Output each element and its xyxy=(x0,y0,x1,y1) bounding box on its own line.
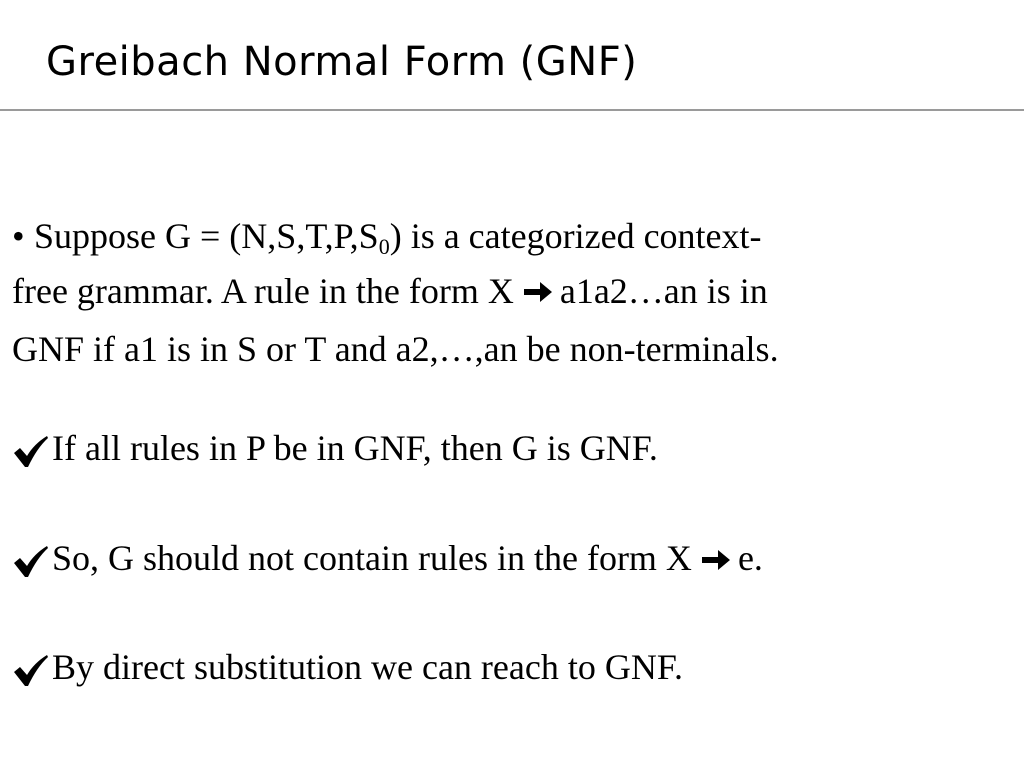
checkmark-icon xyxy=(12,653,52,689)
checkmark-icon xyxy=(12,434,52,470)
bullet-line-2-text-a: free grammar. A rule in the form X xyxy=(12,271,514,311)
bullet-paragraph xyxy=(12,209,1017,377)
checkmark-icon xyxy=(12,544,52,580)
bullet-marker: • xyxy=(12,216,25,256)
right-arrow-icon xyxy=(700,540,732,584)
slide-title: Greibach Normal Form (GNF) xyxy=(46,39,638,85)
bullet-line-2-text-b: a1a2…an is in xyxy=(559,271,768,311)
right-arrow-icon xyxy=(522,267,554,322)
check-item-1 xyxy=(12,426,1012,470)
bullet-line-2 xyxy=(12,264,1017,322)
check-item-2-text-a: So, G should not contain rules in the form X xyxy=(52,538,692,578)
bullet-line-1-text-a: Suppose G = (N,S,T,P,S xyxy=(34,216,379,256)
check-item-3-text: By direct substitution we can reach to GNF. xyxy=(52,647,683,687)
check-item-2-text-b: e. xyxy=(737,538,763,578)
bullet-line-1 xyxy=(12,209,1017,264)
check-item-2 xyxy=(12,536,1012,584)
bullet-line-1-text-b: ) is a categorized context- xyxy=(389,216,762,256)
bullet-line-3: GNF if a1 is in S or T and a2,…,an be non-terminals. xyxy=(12,329,779,370)
check-item-1-text: If all rules in P be in GNF, then G is GNF. xyxy=(52,428,658,468)
subscript-zero: 0 xyxy=(378,234,390,259)
title-divider xyxy=(0,109,1024,111)
check-item-3 xyxy=(12,645,1012,689)
